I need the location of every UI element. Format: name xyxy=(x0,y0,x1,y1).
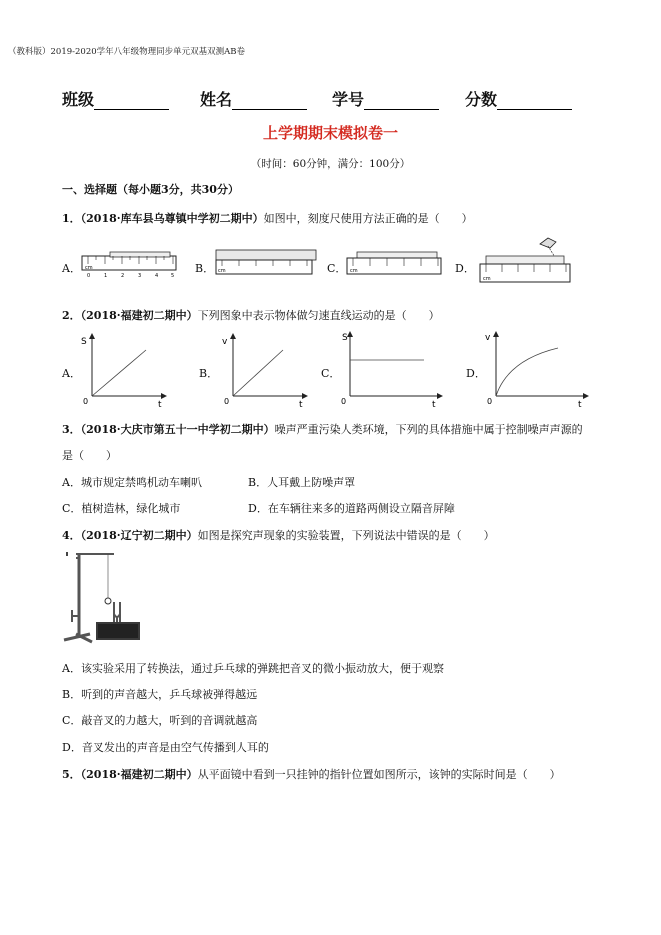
q1-option-a-label: A． xyxy=(62,262,81,275)
q1-option-d-label: D． xyxy=(455,262,475,275)
graph-d-curve xyxy=(496,348,558,396)
q3-source: （2018·大庆市第五十一中学初二期中） xyxy=(80,423,275,436)
graph-b-ylabel: v xyxy=(222,337,228,347)
q3-text: 噪声严重污染人类环境，下列的具体措施中属于控制噪声声源的 xyxy=(274,423,583,436)
graph-d-origin: 0 xyxy=(487,397,493,406)
ping-pong-ball-icon xyxy=(105,598,111,604)
id-field xyxy=(332,87,439,110)
q4-option-d: D．音叉发出的声音是由空气传播到人耳的 xyxy=(62,741,269,754)
q1-source: （2018·库车县乌尊镇中学初二期中） xyxy=(80,212,264,225)
class-label: 班级 xyxy=(62,90,95,109)
class-field xyxy=(62,87,169,110)
ruler-figure-a xyxy=(80,250,180,280)
ruler-a-unit: cm xyxy=(85,265,93,271)
score-blank[interactable] xyxy=(497,93,572,110)
question-5 xyxy=(62,766,561,782)
ruler-figure-b xyxy=(212,248,320,280)
page-header: （教科版）2019-2020学年八年级物理同步单元双基双测AB卷 xyxy=(8,47,246,57)
graph-c-xlabel: t xyxy=(432,400,436,408)
exam-subtitle: （时间：60分钟，满分：100分） xyxy=(250,158,411,170)
section-heading: 一、选择题（每小题3分，共30分） xyxy=(62,183,239,196)
ruler-a-tick-4: 4 xyxy=(155,273,159,279)
tuning-fork-apparatus xyxy=(62,550,146,646)
q3-option-d: D．在车辆往来多的道路两侧设立隔音屏障 xyxy=(248,502,455,515)
graph-a xyxy=(78,330,168,408)
ruler-a-tick-5: 5 xyxy=(171,273,175,279)
graph-a-ylabel: S xyxy=(81,337,87,347)
q2-option-c-label: C． xyxy=(321,367,341,380)
graph-c xyxy=(336,326,446,408)
q4-option-c: C．敲音叉的力越大，听到的音调就越高 xyxy=(62,714,258,727)
name-label: 姓名 xyxy=(200,90,233,109)
name-blank[interactable] xyxy=(232,93,307,110)
q4-number: 4． xyxy=(62,529,81,542)
student-info-row xyxy=(62,87,582,107)
ruler-a-tick-0: 0 xyxy=(87,273,91,279)
ruler-c-unit: cm xyxy=(350,268,358,274)
q5-text: 从平面镜中看到一只挂钟的指针位置如图所示，该钟的实际时间是（ ） xyxy=(197,768,561,781)
q2-option-a-label: A． xyxy=(62,367,81,380)
q3-option-a: A．城市规定禁鸣机动车喇叭 xyxy=(62,476,202,489)
q2-text: 下列图象中表示物体做匀速直线运动的是（ ） xyxy=(197,309,440,322)
score-label: 分数 xyxy=(465,90,498,109)
class-blank[interactable] xyxy=(94,93,169,110)
q2-source: （2018·福建初二期中） xyxy=(80,309,198,322)
q3-text-line2: 是（ ） xyxy=(62,449,117,462)
ruler-figure-c xyxy=(345,250,445,280)
q4-option-a: A．该实验采用了转换法，通过乒乓球的弹跳把音叉的微小振动放大，便于观察 xyxy=(62,662,444,675)
q4-source: （2018·辽宁初二期中） xyxy=(80,529,198,542)
graph-b xyxy=(219,330,309,408)
exam-title: 上学期期末模拟卷一 xyxy=(262,124,398,142)
ruler-a-tick-3: 3 xyxy=(138,273,142,279)
q1-number: 1． xyxy=(62,212,81,225)
q3-option-b: B．人耳戴上防噪声罩 xyxy=(248,476,356,489)
ruler-b-unit: cm xyxy=(218,268,226,274)
graph-b-origin: 0 xyxy=(224,397,230,406)
graph-d xyxy=(482,326,592,408)
score-field xyxy=(465,87,572,110)
graph-a-origin: 0 xyxy=(83,397,89,406)
question-3 xyxy=(62,421,583,437)
ruler-d-unit: cm xyxy=(483,276,491,282)
q1-option-c-label: C． xyxy=(327,262,347,275)
q3-option-c: C．植树造林，绿化城市 xyxy=(62,502,181,515)
graph-b-line xyxy=(233,350,283,396)
q4-option-b: B．听到的声音越大，乒乓球被弹得越远 xyxy=(62,688,258,701)
question-4 xyxy=(62,527,495,543)
id-label: 学号 xyxy=(332,90,365,109)
q1-option-b-label: B． xyxy=(195,262,215,275)
q5-number: 5． xyxy=(62,768,81,781)
q4-text: 如图是探究声现象的实验装置，下列说法中错误的是（ ） xyxy=(197,529,495,542)
ruler-a-tick-2: 2 xyxy=(121,273,125,279)
graph-a-line xyxy=(92,350,146,396)
ruler-figure-d xyxy=(478,236,578,288)
graph-b-xlabel: t xyxy=(299,400,303,408)
ruler-a-tick-1: 1 xyxy=(104,273,108,279)
question-2 xyxy=(62,307,440,323)
id-blank[interactable] xyxy=(364,93,439,110)
q3-number: 3． xyxy=(62,423,81,436)
q1-text: 如图中，刻度尺使用方法正确的是（ ） xyxy=(263,212,473,225)
graph-c-origin: 0 xyxy=(341,397,347,406)
q2-option-d-label: D． xyxy=(466,367,486,380)
question-1 xyxy=(62,210,473,226)
q2-option-b-label: B． xyxy=(199,367,219,380)
graph-c-ylabel: S xyxy=(342,333,348,343)
q5-source: （2018·福建初二期中） xyxy=(80,768,198,781)
graph-d-ylabel: v xyxy=(485,333,491,343)
name-field xyxy=(200,87,307,110)
graph-a-xlabel: t xyxy=(158,400,162,408)
q2-number: 2． xyxy=(62,309,81,322)
graph-d-xlabel: t xyxy=(578,400,582,408)
